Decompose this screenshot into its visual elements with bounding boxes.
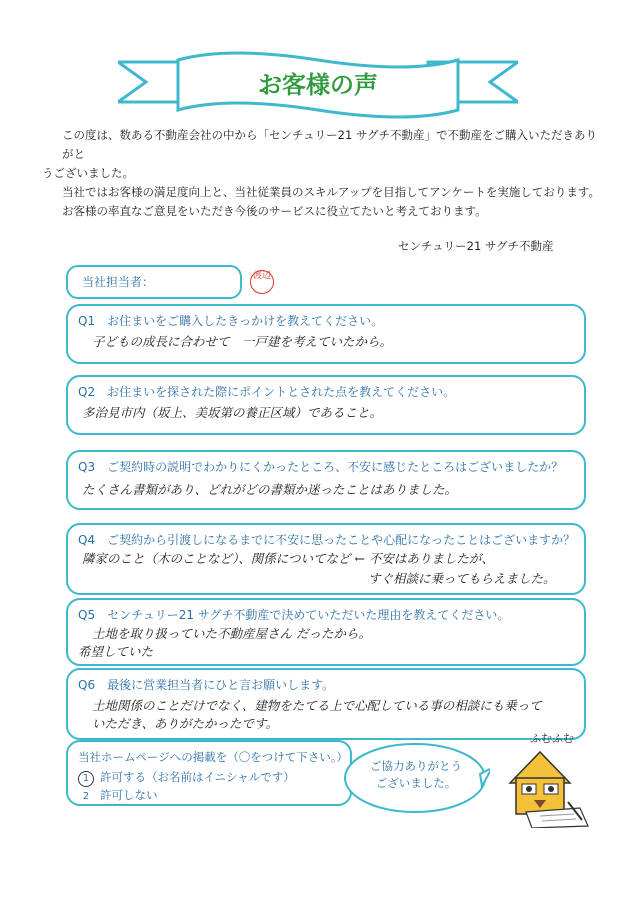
- thanks-line-2: ございました。: [375, 776, 457, 790]
- staff-seal: 渡辺: [250, 270, 274, 294]
- question-4: Q4 ご契約から引渡しになるまでに不安に思ったことや心配になったことはございますか？: [78, 533, 576, 547]
- intro-line-1: この度は、数ある不動産会社の中から「センチュリー21 サグチ不動産」で不動産をご購入いただきありがと: [62, 128, 597, 161]
- answer-4-line-1: 隣家のこと（木のことなど）、関係についてなど ← 不安はありましたが、: [82, 551, 494, 566]
- answer-1: 子どもの成長に合わせて 一戸建を考えていたから。: [92, 334, 393, 349]
- mascot-caption: ふむふむ: [530, 732, 574, 745]
- staff-label: 当社担当者：: [82, 275, 155, 289]
- staff-box: [66, 265, 271, 299]
- question-2: Q2 お住まいを探された際にポイントとされた点を教えてください。: [78, 385, 456, 399]
- option-2-label: 許可しない: [100, 788, 158, 802]
- option-2-circle: 2: [82, 791, 90, 802]
- question-box-5: [66, 598, 586, 666]
- answer-5-line-1: 土地を取り扱っていた不動産屋さん だったから。: [92, 626, 371, 641]
- question-box-1: [66, 304, 586, 364]
- option-permit[interactable]: [78, 769, 295, 787]
- answer-3: たくさん書類があり、どれがどの書類か迷ったことはありました。: [82, 482, 458, 497]
- intro-line-2: うございました。: [42, 166, 134, 180]
- question-5: Q5 センチュリー21 サグチ不動産で決めていただいた理由を教えてください。: [78, 608, 510, 622]
- option-1-circle: 1: [78, 771, 94, 787]
- answer-2: 多治見市内（坂上、美坂第の養正区域）であること。: [82, 405, 383, 420]
- question-box-4: [66, 523, 586, 595]
- intro-line-3: 当社ではお客様の満足度向上と、当社従業員のスキルアップを目指してアンケートを実施しております。: [62, 185, 600, 199]
- question-6: Q6 最後に営業担当者にひと言お願いします。: [78, 678, 335, 692]
- answer-5-line-2: 希望していた: [78, 644, 154, 659]
- thanks-line-1: ご協力ありがとう: [370, 759, 462, 773]
- question-3: Q3 ご契約時の説明でわかりにくかったところ、不安に感じたところはございましたか？: [78, 460, 564, 474]
- option-deny[interactable]: [78, 787, 158, 805]
- page-title: お客様の声: [258, 71, 378, 99]
- title-banner: [118, 40, 518, 140]
- option-1-label: 許可する（お名前はイニシャルです）: [100, 770, 295, 784]
- intro-text: [42, 126, 602, 221]
- mascot-illustration: [490, 728, 600, 828]
- website-permission-box: [66, 740, 352, 806]
- intro-line-4: お客様の率直なご意見をいただき今後のサービスに役立てたいと考えております。: [62, 204, 487, 218]
- answer-6-line-1: 土地関係のことだけでなく、建物をたてる上で心配している事の相談にも乗って: [92, 698, 542, 713]
- thanks-text: [368, 758, 464, 792]
- question-box-2: [66, 375, 586, 435]
- company-name: センチュリー21 サグチ不動産: [398, 239, 554, 253]
- question-1: Q1 お住まいをご購入したきっかけを教えてください。: [78, 314, 384, 328]
- question-box-3: [66, 450, 586, 510]
- website-permission-title: 当社ホームページへの掲載を（〇をつけて下さい。）: [78, 750, 349, 764]
- answer-4-line-2: すぐ相談に乗ってもらえました。: [368, 571, 556, 586]
- answer-6-line-2: いただき、ありがたかったです。: [92, 716, 279, 731]
